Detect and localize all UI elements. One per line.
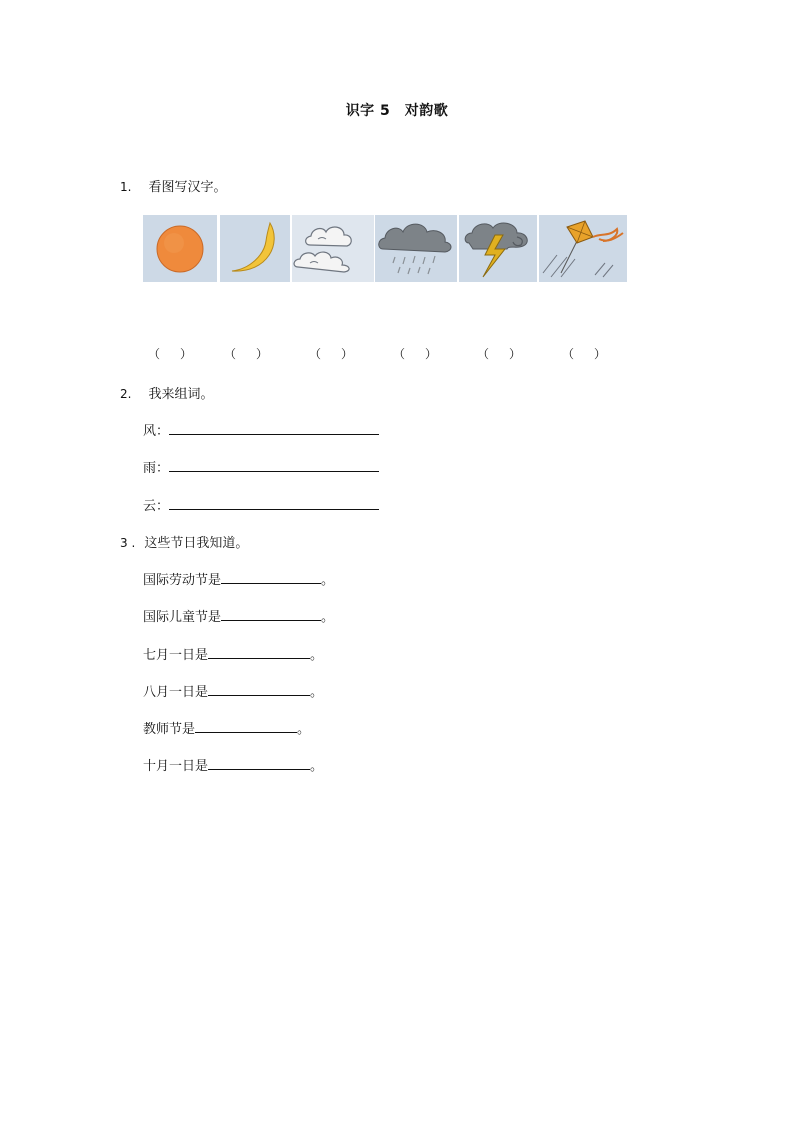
word-row-yun [143, 495, 379, 514]
kite-wind-icon [539, 215, 627, 282]
sun-icon [143, 215, 217, 282]
answer-blank[interactable] [169, 459, 379, 472]
holiday-row-labor-day: 国际劳动节是 。 [143, 573, 335, 588]
question-number: 1. [120, 180, 132, 194]
holiday-row-october-1: 十月一日是 。 [143, 759, 324, 774]
word-row-yu [143, 457, 379, 476]
answer-blank[interactable] [208, 757, 310, 770]
question-1 [120, 176, 227, 195]
holiday-row-august-1: 八月一日是 。 [143, 685, 324, 700]
lightning-icon [459, 215, 537, 282]
holiday-row-childrens-day: 国际儿童节是 。 [143, 610, 335, 625]
question-text: 看图写汉字。 [148, 180, 227, 195]
moon-icon [220, 215, 290, 282]
rain-cloud-icon [375, 215, 457, 282]
word-row-feng [143, 420, 379, 439]
answer-slot-4[interactable]: （ ） [393, 347, 438, 361]
answer-slot-2[interactable]: （ ） [224, 347, 269, 361]
holiday-row-july-1: 七月一日是 。 [143, 648, 324, 663]
answer-blank[interactable] [221, 571, 321, 584]
cloud-icon [292, 215, 374, 282]
page-title: 识字 5 对韵歌 [345, 103, 449, 119]
question-number: 2. [120, 387, 132, 401]
question-text: 我来组词。 [148, 387, 214, 402]
word-label: 风： [143, 424, 170, 439]
answer-blank[interactable] [221, 608, 321, 621]
answer-slot-1[interactable]: （ ） [148, 347, 193, 361]
word-label: 雨： [143, 461, 170, 476]
question-3 [120, 532, 248, 551]
answer-blank[interactable] [208, 683, 310, 696]
answer-blank[interactable] [169, 497, 379, 510]
answer-blank[interactable] [195, 720, 297, 733]
holiday-row-teachers-day: 教师节是 。 [143, 722, 311, 737]
question-number: 3 . [120, 536, 136, 550]
answer-slot-6[interactable]: （ ） [562, 347, 607, 361]
answer-slot-5[interactable]: （ ） [477, 347, 522, 361]
answer-blank[interactable] [169, 422, 379, 435]
word-label: 云： [143, 499, 170, 514]
answer-slot-3[interactable]: （ ） [309, 347, 354, 361]
question-2 [120, 383, 214, 402]
answer-blank[interactable] [208, 646, 310, 659]
weather-picture-strip [143, 215, 627, 282]
question-text: 这些节日我知道。 [144, 536, 249, 551]
